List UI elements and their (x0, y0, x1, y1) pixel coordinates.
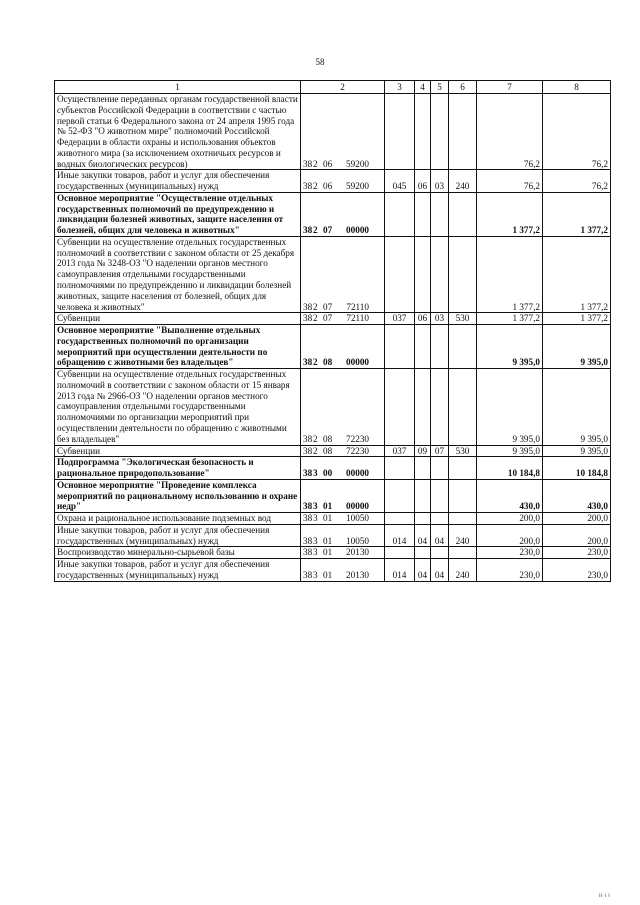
row-amount-7: 230,0 (477, 559, 543, 582)
code-program: 38 (303, 313, 313, 324)
row-name: Субвенции (55, 313, 301, 325)
row-subsection (431, 325, 449, 369)
code-event: 07 (323, 225, 333, 236)
row-name: Воспроизводство минерально-сырьевой базы (55, 547, 301, 559)
row-name: Субвенции на осуществление отдельных государственных полномочий в соответствии с законом области от 15 января 2013 года № 2966-ОЗ "О наделении органов местного самоуправления отдельными государственными полномочиями по организации мероприятий при осуществлении деятельности по обращению с животными без владельцев" (55, 369, 301, 445)
code-subprogram: 2 (313, 433, 318, 444)
code-program: 38 (303, 535, 313, 546)
row-section (415, 457, 431, 480)
row-amount-8: 76,2 (543, 94, 611, 170)
code-subprogram: 2 (313, 158, 318, 169)
row-agency-code: 014 (385, 559, 415, 582)
header-col-7: 7 (477, 81, 543, 94)
code-program: 38 (303, 181, 313, 192)
code-subprogram: 2 (313, 445, 318, 456)
row-name: Субвенции (55, 445, 301, 457)
code-event: 08 (323, 445, 333, 456)
row-agency-code (385, 547, 415, 559)
code-direction: 00000 (346, 468, 369, 479)
code-subprogram: 3 (313, 547, 318, 558)
row-section (415, 192, 431, 236)
row-code (301, 524, 385, 547)
table-row (55, 192, 611, 236)
header-col-4: 4 (415, 81, 431, 94)
code-event: 07 (323, 301, 333, 312)
row-code (301, 479, 385, 512)
code-event: 06 (323, 158, 333, 169)
row-agency-code (385, 325, 415, 369)
row-expense-type: 240 (449, 559, 477, 582)
code-direction: 59200 (346, 181, 369, 192)
row-subsection (431, 369, 449, 445)
code-direction: 72230 (346, 445, 369, 456)
table-row (55, 524, 611, 547)
code-program: 38 (303, 357, 313, 368)
row-expense-type (449, 547, 477, 559)
row-name: Иные закупки товаров, работ и услуг для обеспечения государственных (муниципальных) нужд (55, 559, 301, 582)
code-event: 06 (323, 181, 333, 192)
row-section (415, 479, 431, 512)
row-subsection (431, 192, 449, 236)
row-agency-code (385, 479, 415, 512)
row-code (301, 192, 385, 236)
code-program: 38 (303, 301, 313, 312)
code-direction: 10050 (346, 535, 369, 546)
table-row (55, 325, 611, 369)
row-code (301, 236, 385, 312)
code-event: 07 (323, 313, 333, 324)
table-row (55, 170, 611, 193)
header-col-8: 8 (543, 81, 611, 94)
code-direction: 72110 (346, 301, 369, 312)
row-amount-8: 9 395,0 (543, 445, 611, 457)
table-header-row (55, 81, 611, 94)
code-direction: 72230 (346, 433, 369, 444)
code-event: 00 (323, 468, 333, 479)
code-subprogram: 2 (313, 301, 318, 312)
row-code (301, 313, 385, 325)
row-expense-type (449, 513, 477, 525)
row-expense-type (449, 457, 477, 480)
row-section: 04 (415, 559, 431, 582)
code-subprogram: 3 (313, 501, 318, 512)
row-name: Основное мероприятие "Проведение комплекса мероприятий по рациональному использованию и охране недр" (55, 479, 301, 512)
row-amount-8: 10 184,8 (543, 457, 611, 480)
row-amount-8: 1 377,2 (543, 313, 611, 325)
row-agency-code (385, 513, 415, 525)
table-row (55, 547, 611, 559)
table-row (55, 236, 611, 312)
row-section: 09 (415, 445, 431, 457)
table-row (55, 559, 611, 582)
table-row (55, 369, 611, 445)
table-row (55, 313, 611, 325)
row-agency-code (385, 94, 415, 170)
table-row (55, 445, 611, 457)
row-section: 06 (415, 313, 431, 325)
row-agency-code: 014 (385, 524, 415, 547)
row-agency-code (385, 369, 415, 445)
code-event: 08 (323, 433, 333, 444)
code-subprogram: 2 (313, 357, 318, 368)
row-section: 04 (415, 524, 431, 547)
row-agency-code: 037 (385, 445, 415, 457)
row-code (301, 369, 385, 445)
row-section (415, 547, 431, 559)
row-amount-7: 76,2 (477, 170, 543, 193)
row-amount-8: 1 377,2 (543, 192, 611, 236)
row-subsection (431, 457, 449, 480)
code-direction: 20130 (346, 547, 369, 558)
header-col-5: 5 (431, 81, 449, 94)
code-program: 38 (303, 513, 313, 524)
code-program: 38 (303, 547, 313, 558)
row-expense-type (449, 94, 477, 170)
code-program: 38 (303, 468, 313, 479)
header-col-2: 2 (301, 81, 385, 94)
row-subsection: 03 (431, 313, 449, 325)
row-section (415, 236, 431, 312)
row-agency-code (385, 192, 415, 236)
code-subprogram: 2 (313, 313, 318, 324)
row-section (415, 513, 431, 525)
row-amount-7: 230,0 (477, 547, 543, 559)
row-agency-code (385, 236, 415, 312)
row-amount-7: 1 377,2 (477, 313, 543, 325)
code-direction: 20130 (346, 569, 369, 580)
row-amount-7: 200,0 (477, 513, 543, 525)
row-agency-code (385, 457, 415, 480)
row-amount-7: 430,0 (477, 479, 543, 512)
row-name: Субвенции на осуществление отдельных государственных полномочий в соответствии с законом области от 25 декабря 2013 года № 3248-ОЗ "О наделении органов местного самоуправления отдельными государственными полномочиями по предупреждению и ликвидации болезней животных, защите населения от болезней, общих для человека и животных" (55, 236, 301, 312)
row-subsection: 03 (431, 170, 449, 193)
row-amount-8: 200,0 (543, 513, 611, 525)
table-row (55, 457, 611, 480)
code-subprogram: 2 (313, 181, 318, 192)
row-amount-8: 1 377,2 (543, 236, 611, 312)
header-col-3: 3 (385, 81, 415, 94)
row-amount-7: 76,2 (477, 94, 543, 170)
row-name: Подпрограмма "Экологическая безопасность и рациональное природопользование" (55, 457, 301, 480)
row-amount-7: 9 395,0 (477, 325, 543, 369)
row-amount-7: 1 377,2 (477, 236, 543, 312)
row-expense-type (449, 192, 477, 236)
header-col-6: 6 (449, 81, 477, 94)
row-subsection (431, 479, 449, 512)
row-amount-7: 10 184,8 (477, 457, 543, 480)
row-amount-7: 9 395,0 (477, 369, 543, 445)
row-subsection: 07 (431, 445, 449, 457)
row-amount-7: 1 377,2 (477, 192, 543, 236)
header-col-1: 1 (55, 81, 301, 94)
row-subsection (431, 547, 449, 559)
row-code (301, 170, 385, 193)
row-amount-8: 230,0 (543, 547, 611, 559)
row-subsection (431, 94, 449, 170)
row-subsection: 04 (431, 559, 449, 582)
row-amount-7: 9 395,0 (477, 445, 543, 457)
row-section: 06 (415, 170, 431, 193)
budget-table (54, 80, 611, 582)
row-subsection (431, 236, 449, 312)
row-amount-7: 200,0 (477, 524, 543, 547)
row-name: Иные закупки товаров, работ и услуг для обеспечения государственных (муниципальных) нужд (55, 524, 301, 547)
row-amount-8: 9 395,0 (543, 369, 611, 445)
row-amount-8: 9 395,0 (543, 325, 611, 369)
row-code (301, 547, 385, 559)
code-program: 38 (303, 433, 313, 444)
code-subprogram: 3 (313, 535, 318, 546)
row-subsection (431, 513, 449, 525)
code-direction: 72110 (346, 313, 369, 324)
code-subprogram: 3 (313, 468, 318, 479)
row-amount-8: 200,0 (543, 524, 611, 547)
row-section (415, 369, 431, 445)
code-direction: 00000 (346, 225, 369, 236)
row-name: Основное мероприятие "Осуществление отдельных государственных полномочий по предупреждению и ликвидации болезней животных, защите населения от болезней, общих для человека и животных" (55, 192, 301, 236)
row-amount-8: 230,0 (543, 559, 611, 582)
code-event: 01 (323, 569, 333, 580)
code-program: 38 (303, 158, 313, 169)
code-direction: 59200 (346, 158, 369, 169)
code-subprogram: 3 (313, 569, 318, 580)
code-subprogram: 2 (313, 225, 318, 236)
row-code (301, 513, 385, 525)
row-code (301, 325, 385, 369)
row-expense-type (449, 325, 477, 369)
row-expense-type (449, 236, 477, 312)
row-expense-type (449, 369, 477, 445)
row-agency-code: 037 (385, 313, 415, 325)
row-agency-code: 045 (385, 170, 415, 193)
row-code (301, 559, 385, 582)
row-name: Охрана и рациональное использование подземных вод (55, 513, 301, 525)
row-code (301, 457, 385, 480)
code-direction: 10050 (346, 513, 369, 524)
row-expense-type: 530 (449, 313, 477, 325)
row-name: Иные закупки товаров, работ и услуг для обеспечения государственных (муниципальных) нужд (55, 170, 301, 193)
code-program: 38 (303, 225, 313, 236)
row-name: Основное мероприятие "Выполнение отдельных государственных полномочий по организации мероприятий при осуществлении деятельности по обращению с животными без владельцев" (55, 325, 301, 369)
table-row (55, 479, 611, 512)
code-event: 01 (323, 501, 333, 512)
code-event: 01 (323, 547, 333, 558)
row-expense-type (449, 479, 477, 512)
page-number: 58 (315, 57, 325, 67)
row-name: Осуществление переданных органам государственной власти субъектов Российской Федерации в соответствии с частью первой статьи 6 Федерального закона от 24 апреля 1995 года № 52-ФЗ "О животном мире" полномочий Российской Федерации в области охраны и использования объектов животного мира (за исключением охотничьих ресурсов и водных биологических ресурсов) (55, 94, 301, 170)
code-direction: 00000 (346, 501, 369, 512)
code-direction: 00000 (346, 357, 369, 368)
table-row (55, 94, 611, 170)
row-subsection: 04 (431, 524, 449, 547)
code-event: 08 (323, 357, 333, 368)
code-program: 38 (303, 569, 313, 580)
table-row (55, 513, 611, 525)
code-program: 38 (303, 501, 313, 512)
row-section (415, 94, 431, 170)
code-event: 01 (323, 513, 333, 524)
row-code (301, 94, 385, 170)
row-expense-type: 240 (449, 524, 477, 547)
code-program: 38 (303, 445, 313, 456)
row-amount-8: 76,2 (543, 170, 611, 193)
row-code (301, 445, 385, 457)
code-subprogram: 3 (313, 513, 318, 524)
footer-mark: ᵻᵻ ᵻ ᵻ (598, 891, 610, 899)
row-expense-type: 240 (449, 170, 477, 193)
row-amount-8: 430,0 (543, 479, 611, 512)
row-section (415, 325, 431, 369)
row-expense-type: 530 (449, 445, 477, 457)
code-event: 01 (323, 535, 333, 546)
